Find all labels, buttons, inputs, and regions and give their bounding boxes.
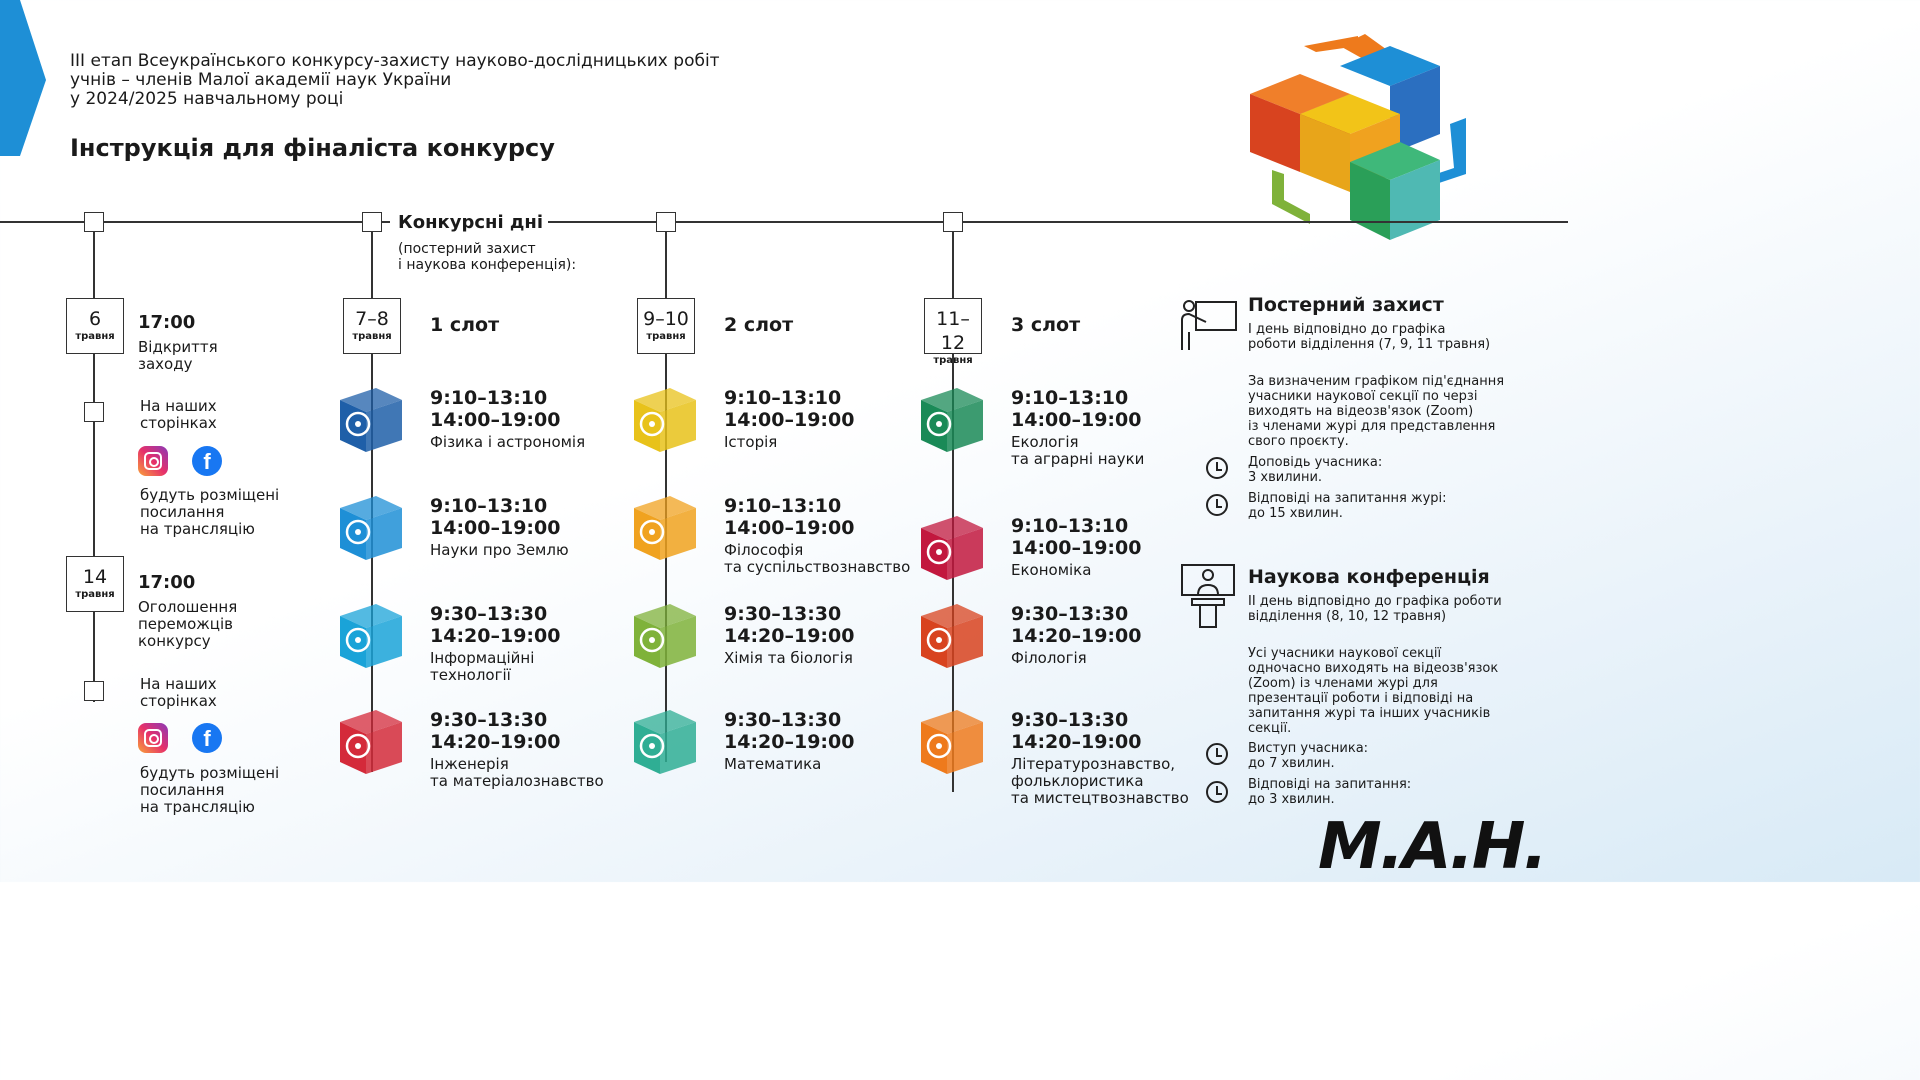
subject-block bbox=[1011, 387, 1144, 468]
time-range-afternoon: 14:00–19:00 bbox=[724, 517, 855, 539]
time-range-afternoon: 14:20–19:00 bbox=[430, 731, 561, 753]
subject-name: Інженерія та матеріалознавство bbox=[430, 755, 604, 790]
date-box-slot-1: 7–8 травня bbox=[343, 298, 401, 354]
subject-block bbox=[430, 495, 569, 559]
time-range-morning: 9:30–13:30 bbox=[724, 709, 842, 731]
timeline-node bbox=[362, 212, 382, 232]
poster-report-time: Доповідь учасника: 3 хвилини. bbox=[1248, 455, 1383, 485]
subject-block bbox=[430, 603, 560, 684]
subject-block bbox=[1011, 603, 1141, 667]
subject-name: Історія bbox=[724, 433, 778, 451]
language-flags-icon bbox=[913, 598, 987, 672]
subject-block bbox=[430, 387, 585, 451]
subject-name: Математика bbox=[724, 755, 822, 773]
time-range-afternoon: 14:20–19:00 bbox=[1011, 731, 1142, 753]
corner-chevron-decoration bbox=[0, 0, 50, 160]
poster-description: За визначеним графіком під'єднання учасники наукової секції по черзі виходять на відеозв'язок (Zoom) із членами журі для представлення свого проєкту. bbox=[1248, 374, 1505, 449]
man-cube-logo-icon bbox=[1240, 24, 1480, 244]
time-range-morning: 9:30–13:30 bbox=[430, 709, 548, 731]
growth-chart-icon bbox=[913, 510, 987, 584]
time-range-afternoon: 14:00–19:00 bbox=[430, 409, 561, 431]
contest-days-title: Конкурсні дні bbox=[398, 212, 544, 233]
subject-name: Науки про Землю bbox=[430, 541, 569, 559]
time-range-morning: 9:30–13:30 bbox=[1011, 709, 1129, 731]
time-range-afternoon: 14:20–19:00 bbox=[430, 625, 561, 647]
subject-name: Фізика і астрономія bbox=[430, 433, 586, 451]
time-range-morning: 9:10–13:10 bbox=[724, 387, 842, 409]
subject-name: Філологія bbox=[1011, 649, 1087, 667]
timeline-node bbox=[943, 212, 963, 232]
time-range-morning: 9:10–13:10 bbox=[1011, 515, 1129, 537]
subject-block bbox=[724, 495, 910, 576]
time-range-afternoon: 14:00–19:00 bbox=[1011, 409, 1142, 431]
time-range-morning: 9:10–13:10 bbox=[430, 387, 548, 409]
man-wordmark-logo: М.А.Н. bbox=[1318, 810, 1546, 884]
date-box-awards: 14 травня bbox=[66, 556, 124, 612]
lectern-icon bbox=[1178, 563, 1238, 631]
timeline-node bbox=[84, 212, 104, 232]
clock-icon bbox=[1206, 781, 1228, 803]
slot-label: 2 слот bbox=[724, 314, 794, 336]
social-pages-label: На наших сторінках bbox=[140, 675, 217, 710]
header-line-3: у 2024/2025 навчальному році bbox=[70, 89, 344, 109]
timeline-node bbox=[656, 212, 676, 232]
time-range-morning: 9:30–13:30 bbox=[430, 603, 548, 625]
page-title: Інструкція для фіналіста конкурсу bbox=[70, 134, 555, 162]
book-icon bbox=[913, 704, 987, 778]
time-range-afternoon: 14:00–19:00 bbox=[1011, 537, 1142, 559]
time-range-morning: 9:10–13:10 bbox=[430, 495, 548, 517]
clock-icon bbox=[1206, 494, 1228, 516]
time-range-afternoon: 14:00–19:00 bbox=[724, 409, 855, 431]
atom-icon bbox=[332, 382, 406, 456]
subject-block bbox=[724, 709, 854, 773]
windmill-icon bbox=[913, 382, 987, 456]
opening-time: 17:00 bbox=[138, 312, 196, 333]
date-box-opening: 6 травня bbox=[66, 298, 124, 354]
timeline-node bbox=[84, 402, 104, 422]
conference-title: Наукова конференція bbox=[1248, 566, 1490, 588]
opening-label: Відкриття заходу bbox=[138, 338, 218, 373]
conference-answers-time: Відповіді на запитання: до 3 хвилин. bbox=[1248, 777, 1412, 807]
instagram-icon[interactable] bbox=[138, 723, 168, 753]
subject-block bbox=[1011, 709, 1189, 807]
header-line-2: учнів – членів Малої академії наук України bbox=[70, 70, 452, 90]
time-range-afternoon: 14:20–19:00 bbox=[724, 731, 855, 753]
time-range-morning: 9:30–13:30 bbox=[724, 603, 842, 625]
time-range-morning: 9:10–13:10 bbox=[724, 495, 842, 517]
column-icon bbox=[626, 490, 700, 564]
laptop-icon bbox=[332, 598, 406, 672]
social-links-label: будуть розміщені посилання на трансляцію bbox=[140, 486, 280, 538]
timeline-line bbox=[548, 221, 1568, 223]
conference-speech-time: Виступ учасника: до 7 хвилин. bbox=[1248, 741, 1369, 771]
facebook-icon[interactable]: f bbox=[192, 446, 222, 476]
subject-block bbox=[724, 387, 854, 451]
dna-icon bbox=[626, 598, 700, 672]
social-pages-label: На наших сторінках bbox=[140, 397, 217, 432]
slot-label: 3 слот bbox=[1011, 314, 1081, 336]
globe-icon bbox=[332, 490, 406, 564]
timeline-node bbox=[84, 681, 104, 701]
slot-label: 1 слот bbox=[430, 314, 500, 336]
time-range-afternoon: 14:20–19:00 bbox=[1011, 625, 1142, 647]
facebook-icon[interactable]: f bbox=[192, 723, 222, 753]
subject-name: Економіка bbox=[1011, 561, 1092, 579]
clock-icon bbox=[1206, 743, 1228, 765]
time-range-afternoon: 14:00–19:00 bbox=[430, 517, 561, 539]
conference-description: Усі учасники наукової секції одночасно виходять на відеозв'язок (Zoom) із членами журі для презентації роботи і відповіді на запитання журі та інших учасників секції. bbox=[1248, 646, 1499, 736]
presenter-icon bbox=[1178, 296, 1238, 354]
subject-block bbox=[1011, 515, 1141, 579]
clock-icon bbox=[1206, 457, 1228, 479]
poster-answers-time: Відповіді на запитання журі: до 15 хвилин. bbox=[1248, 491, 1447, 521]
date-box-slot-3: 11–12 травня bbox=[924, 298, 982, 354]
subject-name: Екологія та аграрні науки bbox=[1011, 433, 1145, 468]
instagram-icon[interactable] bbox=[138, 446, 168, 476]
awards-label: Оголошення переможців конкурсу bbox=[138, 598, 238, 650]
timeline-line bbox=[0, 221, 390, 223]
time-range-morning: 9:30–13:30 bbox=[1011, 603, 1129, 625]
poster-subtitle: І день відповідно до графіка роботи відділення (7, 9, 11 травня) bbox=[1248, 322, 1491, 352]
helmet-icon bbox=[626, 382, 700, 456]
subject-name: Літературознавство, фольклористика та мистецтвознавство bbox=[1011, 755, 1189, 807]
time-range-afternoon: 14:20–19:00 bbox=[724, 625, 855, 647]
subject-name: Філософія та суспільствознавство bbox=[724, 541, 911, 576]
poster-title: Постерний захист bbox=[1248, 294, 1444, 316]
date-box-slot-2: 9–10 травня bbox=[637, 298, 695, 354]
compass-icon bbox=[626, 704, 700, 778]
subject-name: Інформаційні технології bbox=[430, 649, 535, 684]
awards-time: 17:00 bbox=[138, 572, 196, 593]
contest-days-subtitle: (постерний захист і наукова конференція): bbox=[398, 241, 577, 273]
header-line-1: ІІІ етап Всеукраїнського конкурсу-захисту науково-дослідницьких робіт bbox=[70, 51, 720, 71]
time-range-morning: 9:10–13:10 bbox=[1011, 387, 1129, 409]
subject-block bbox=[724, 603, 854, 667]
subject-name: Хімія та біологія bbox=[724, 649, 853, 667]
robot-icon bbox=[332, 704, 406, 778]
social-links-label: будуть розміщені посилання на трансляцію bbox=[140, 764, 280, 816]
conference-subtitle: ІІ день відповідно до графіка роботи відділення (8, 10, 12 травня) bbox=[1248, 594, 1502, 624]
subject-block bbox=[430, 709, 604, 790]
